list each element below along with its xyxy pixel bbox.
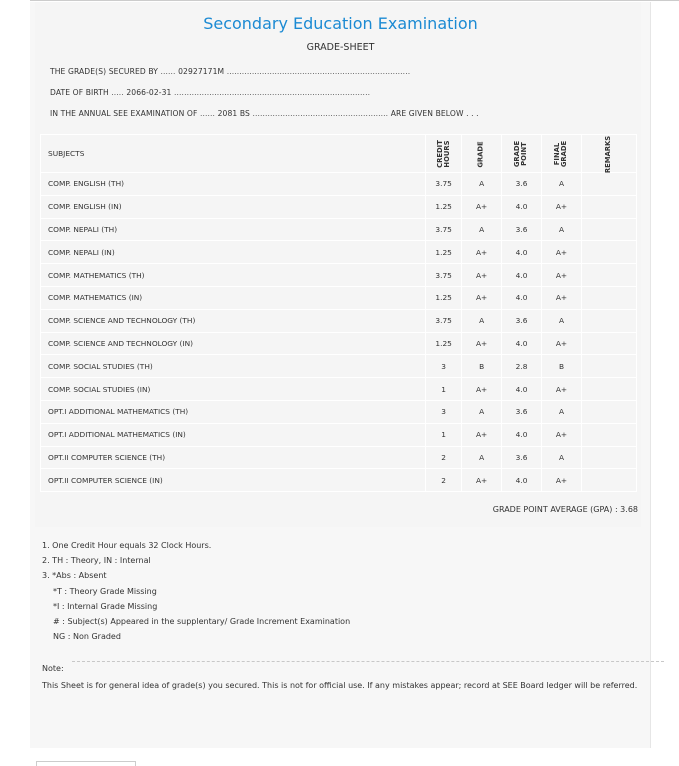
table-row — [41, 423, 637, 446]
table-row — [41, 355, 637, 378]
subject-cell: COMP. NEPALI (IN) — [41, 241, 426, 264]
grade-point-cell: 4.0 — [502, 378, 542, 401]
credit-hours-cell: 3 — [426, 355, 462, 378]
table-row — [41, 400, 637, 423]
final-grade-cell: A+ — [542, 423, 582, 446]
credit-hours-cell: 1.25 — [426, 195, 462, 218]
note-item: *T : Theory Grade Missing — [53, 586, 157, 596]
note-item: # : Subject(s) Appeared in the supplentary/ Grade Increment Examination — [53, 617, 351, 627]
credit-hours-cell: 3.75 — [426, 173, 462, 196]
final-grade-cell: A+ — [542, 286, 582, 309]
remarks-cell — [581, 378, 636, 401]
note-item: *I : Internal Grade Missing — [53, 601, 158, 611]
grade-cell: A — [462, 400, 502, 423]
subject-cell: COMP. ENGLISH (TH) — [41, 173, 426, 196]
footer-note-text: This Sheet is for general idea of grade(s) you secured. This is not for official use. If any mistakes appear; record at SEE Board ledger will be referred. — [42, 681, 638, 690]
grade-point-cell: 3.6 — [502, 309, 542, 332]
grade-cell: A+ — [462, 423, 502, 446]
final-grade-cell: A+ — [542, 264, 582, 287]
grade-cell: A — [462, 309, 502, 332]
sheet-subtitle: GRADE-SHEET — [306, 42, 375, 53]
credit-hours-cell: 2 — [426, 469, 462, 492]
gpa-summary: GRADE POINT AVERAGE (GPA) : 3.68 — [492, 505, 638, 514]
table-row — [41, 286, 637, 309]
table-header-row — [41, 135, 637, 173]
table-row — [41, 195, 637, 218]
grade-point-cell: 4.0 — [502, 423, 542, 446]
dob-label: DATE OF BIRTH — [50, 88, 109, 97]
grade-point-cell: 2.8 — [502, 355, 542, 378]
info-line-symbol — [50, 67, 410, 76]
table-row — [41, 332, 637, 355]
credit-hours-cell: 3 — [426, 400, 462, 423]
dob-value: 2066-02-31 — [126, 88, 172, 97]
final-grade-cell: A — [542, 446, 582, 469]
credit-hours-cell: 3.75 — [426, 218, 462, 241]
credit-hours-cell: 3.75 — [426, 309, 462, 332]
remarks-cell — [581, 423, 636, 446]
header-subjects: SUBJECTS — [41, 135, 426, 173]
note-item: 2. TH : Theory, IN : Internal — [42, 556, 151, 566]
final-grade-cell: A — [542, 218, 582, 241]
grade-cell: A+ — [462, 469, 502, 492]
table-row — [41, 446, 637, 469]
table-row — [41, 173, 637, 196]
grade-point-cell: 4.0 — [502, 264, 542, 287]
remarks-cell — [581, 400, 636, 423]
grade-point-cell: 3.6 — [502, 218, 542, 241]
remarks-cell — [581, 173, 636, 196]
grades-table — [40, 134, 637, 492]
table-row — [41, 241, 637, 264]
symbol-number: 02927171M — [178, 67, 225, 76]
grade-cell: A+ — [462, 264, 502, 287]
header-grade-point: GRADE POINT — [502, 135, 542, 173]
subject-cell: COMP. ENGLISH (IN) — [41, 195, 426, 218]
grade-cell: A+ — [462, 286, 502, 309]
table-row — [41, 264, 637, 287]
remarks-cell — [581, 286, 636, 309]
remarks-cell — [581, 355, 636, 378]
subject-cell: COMP. SOCIAL STUDIES (TH) — [41, 355, 426, 378]
note-item: NG : Non Graded — [53, 632, 121, 642]
exam-suffix: ARE GIVEN BELOW . . . — [390, 109, 479, 118]
remarks-cell — [581, 241, 636, 264]
grade-cell: A — [462, 218, 502, 241]
grade-point-cell: 4.0 — [502, 286, 542, 309]
symbol-label: THE GRADE(S) SECURED BY — [50, 67, 158, 76]
info-line-dob — [50, 88, 370, 97]
subject-cell: COMP. SCIENCE AND TECHNOLOGY (IN) — [41, 332, 426, 355]
table-row — [41, 469, 637, 492]
header-final-grade: FINAL GRADE — [542, 135, 582, 173]
header-grade: GRADE — [462, 135, 502, 173]
footer-note-label: Note: — [42, 664, 64, 673]
grade-cell: A+ — [462, 378, 502, 401]
subject-cell: COMP. SOCIAL STUDIES (IN) — [41, 378, 426, 401]
top-border — [30, 0, 679, 1]
dots: .............................................................................. — [174, 88, 371, 97]
credit-hours-cell: 1.25 — [426, 332, 462, 355]
exam-label: IN THE ANNUAL SEE EXAMINATION OF — [50, 109, 198, 118]
divider — [72, 661, 664, 662]
credit-hours-cell: 3.75 — [426, 264, 462, 287]
credit-hours-cell: 1.25 — [426, 286, 462, 309]
table-row — [41, 378, 637, 401]
subject-cell: OPT.II COMPUTER SCIENCE (TH) — [41, 446, 426, 469]
credit-hours-cell: 1.25 — [426, 241, 462, 264]
grade-point-cell: 4.0 — [502, 469, 542, 492]
grade-point-cell: 3.6 — [502, 400, 542, 423]
remarks-cell — [581, 446, 636, 469]
table-row — [41, 309, 637, 332]
final-grade-cell: A — [542, 400, 582, 423]
subject-cell: OPT.II COMPUTER SCIENCE (IN) — [41, 469, 426, 492]
exam-title: Secondary Education Examination — [203, 14, 478, 33]
final-grade-cell: A+ — [542, 195, 582, 218]
subject-cell: COMP. MATHEMATICS (TH) — [41, 264, 426, 287]
notes-list — [42, 538, 350, 644]
subject-cell: COMP. SCIENCE AND TECHNOLOGY (TH) — [41, 309, 426, 332]
remarks-cell — [581, 264, 636, 287]
bottom-tab[interactable] — [36, 761, 136, 766]
subject-cell: COMP. MATHEMATICS (IN) — [41, 286, 426, 309]
grade-cell: A+ — [462, 195, 502, 218]
remarks-cell — [581, 218, 636, 241]
final-grade-cell: A+ — [542, 469, 582, 492]
note-item: 1. One Credit Hour equals 32 Clock Hours. — [42, 541, 212, 550]
remarks-cell — [581, 195, 636, 218]
info-line-exam — [50, 109, 479, 118]
note-item: 3. *Abs : Absent — [42, 571, 107, 581]
remarks-cell — [581, 332, 636, 355]
header-credit-hours: CREDIT HOURS — [426, 135, 462, 173]
exam-year: 2081 BS — [217, 109, 250, 118]
dots: ......................................................................... — [226, 67, 411, 76]
grade-cell: A+ — [462, 332, 502, 355]
remarks-cell — [581, 469, 636, 492]
credit-hours-cell: 2 — [426, 446, 462, 469]
dots: ...................................................... — [252, 109, 389, 118]
dots: ...... — [199, 109, 216, 118]
grade-cell: A — [462, 173, 502, 196]
grade-sheet — [30, 2, 651, 748]
final-grade-cell: A+ — [542, 378, 582, 401]
grade-cell: B — [462, 355, 502, 378]
final-grade-cell: A — [542, 309, 582, 332]
grade-point-cell: 4.0 — [502, 195, 542, 218]
grade-point-cell: 3.6 — [502, 446, 542, 469]
grade-cell: A — [462, 446, 502, 469]
subject-cell: OPT.I ADDITIONAL MATHEMATICS (IN) — [41, 423, 426, 446]
final-grade-cell: A — [542, 173, 582, 196]
table-row — [41, 218, 637, 241]
grade-point-cell: 4.0 — [502, 332, 542, 355]
dots: ...... — [160, 67, 176, 76]
credit-hours-cell: 1 — [426, 423, 462, 446]
final-grade-cell: B — [542, 355, 582, 378]
subject-cell: COMP. NEPALI (TH) — [41, 218, 426, 241]
subject-cell: OPT.I ADDITIONAL MATHEMATICS (TH) — [41, 400, 426, 423]
dots: ..... — [111, 88, 124, 97]
grade-point-cell: 4.0 — [502, 241, 542, 264]
header-remarks: REMARKS — [581, 135, 636, 173]
final-grade-cell: A+ — [542, 332, 582, 355]
remarks-cell — [581, 309, 636, 332]
grade-point-cell: 3.6 — [502, 173, 542, 196]
credit-hours-cell: 1 — [426, 378, 462, 401]
final-grade-cell: A+ — [542, 241, 582, 264]
grade-cell: A+ — [462, 241, 502, 264]
